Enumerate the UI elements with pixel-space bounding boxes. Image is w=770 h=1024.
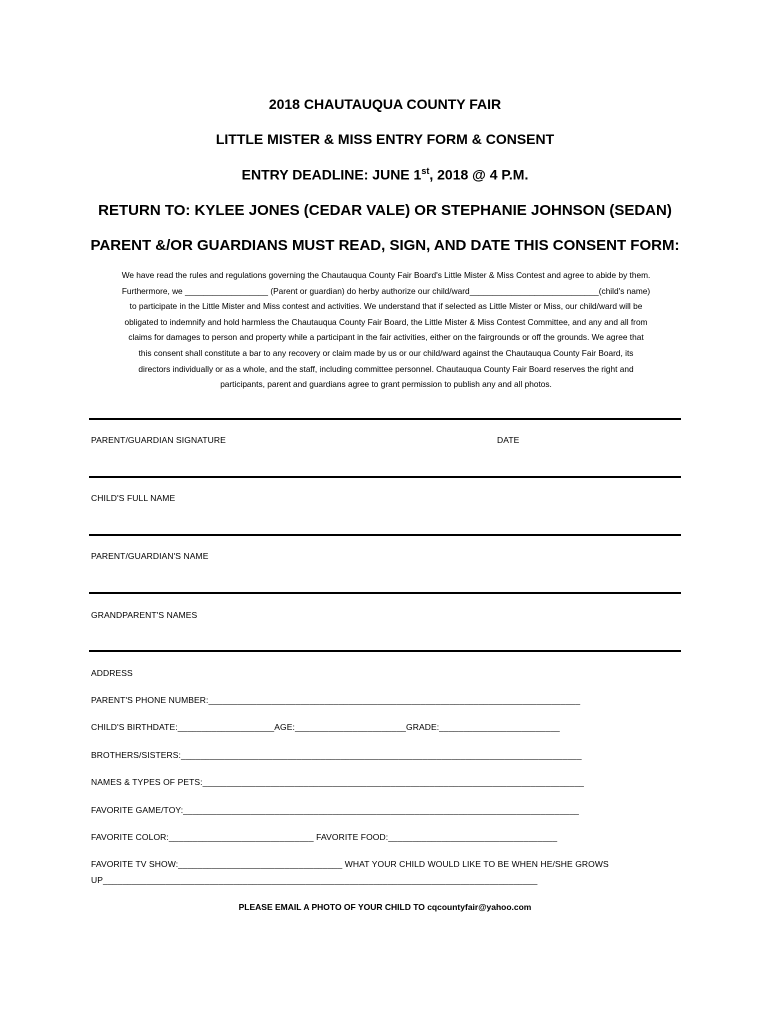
favorite-color-food-field[interactable]: FAVORITE COLOR:______________________________ FAVORITE FOOD:___________________________________ (91, 832, 558, 842)
pets-field[interactable]: NAMES & TYPES OF PETS:_______________________________________________________________________________ (91, 777, 584, 787)
grandparents-label: GRANDPARENT'S NAMES (91, 610, 198, 620)
phone-field[interactable]: PARENT'S PHONE NUMBER:_____________________________________________________________________________ (91, 695, 581, 705)
grandparents-rule[interactable] (89, 592, 681, 594)
email-photo-instruction: PLEASE EMAIL A PHOTO OF YOUR CHILD TO cqcountyfair@yahoo.com (238, 902, 532, 912)
address-label: ADDRESS (91, 668, 133, 678)
fair-title: 2018 CHAUTAUQUA COUNTY FAIR (268, 96, 502, 112)
deadline-superscript: st (421, 166, 430, 176)
signature-rule[interactable] (89, 418, 681, 420)
consent-line: this consent shall constitute a bar to any recovery or claim made by us or our child/ward against the Chautauqua County Fair Board, its (138, 347, 634, 358)
siblings-field[interactable]: BROTHERS/SISTERS:___________________________________________________________________________________ (91, 750, 582, 760)
consent-line: We have read the rules and regulations governing the Chautauqua County Fair Board's Little Mister & Miss Contest and agree to abide by them. (121, 270, 651, 280)
guardian-name-label: PARENT/GUARDIAN'S NAME (91, 551, 209, 561)
deadline-text: ENTRY DEADLINE: JUNE 1 (241, 166, 422, 183)
form-title: LITTLE MISTER & MISS ENTRY FORM & CONSENT (215, 131, 555, 147)
consent-line: to participate in the Little Mister and Miss contest and activities. We understand that if selected as Little Mister or Miss, our child/ward will be (129, 301, 643, 312)
favorite-tv-field[interactable]: FAVORITE TV SHOW:__________________________________ WHAT YOUR CHILD WOULD LIKE TO BE WHEN HE/SHE GROWS (91, 859, 609, 869)
consent-line: obligated to indemnify and hold harmless the Chautauqua County Fair Board, the Little Mister & Miss Contest Committee, and any and all from (124, 316, 648, 327)
deadline-time: , 2018 @ 4 P.M. (429, 166, 529, 183)
birthdate-age-grade-field[interactable]: CHILD'S BIRTHDATE:____________________AGE:_______________________GRADE:_________________________ (91, 722, 560, 732)
consent-line: Furthermore, we __________________ (Parent or guardian) do herby authorize our child/ward____________________________(child's name) (121, 285, 651, 296)
consent-line: claims for damages to person and property while a participant in the fair activities, either on the fairgrounds or off the grounds. We agree that (128, 332, 644, 343)
signature-label: PARENT/GUARDIAN SIGNATURE (91, 435, 226, 445)
child-name-rule[interactable] (89, 476, 681, 478)
grow-up-field[interactable]: UP__________________________________________________________________________________________ (91, 875, 538, 885)
consent-paragraph (86, 268, 686, 393)
entry-deadline (0, 166, 770, 183)
date-label: DATE (497, 435, 520, 445)
favorite-game-field[interactable]: FAVORITE GAME/TOY:__________________________________________________________________________________ (91, 805, 580, 815)
guardian-name-rule[interactable] (89, 534, 681, 536)
consent-line: participants, parent and guardians agree to grant permission to publish any and all photos. (220, 379, 552, 390)
consent-heading: PARENT &/OR GUARDIANS MUST READ, SIGN, AND DATE THIS CONSENT FORM: (90, 237, 680, 254)
consent-line: directors individually or as a whole, and the staff, including committee personnel. Chautauqua County Fair Board reserves the right and (138, 363, 634, 374)
return-to: RETURN TO: KYLEE JONES (CEDAR VALE) OR STEPHANIE JOHNSON (SEDAN) (98, 202, 672, 219)
address-rule[interactable] (89, 650, 681, 652)
child-name-label: CHILD'S FULL NAME (91, 493, 176, 503)
